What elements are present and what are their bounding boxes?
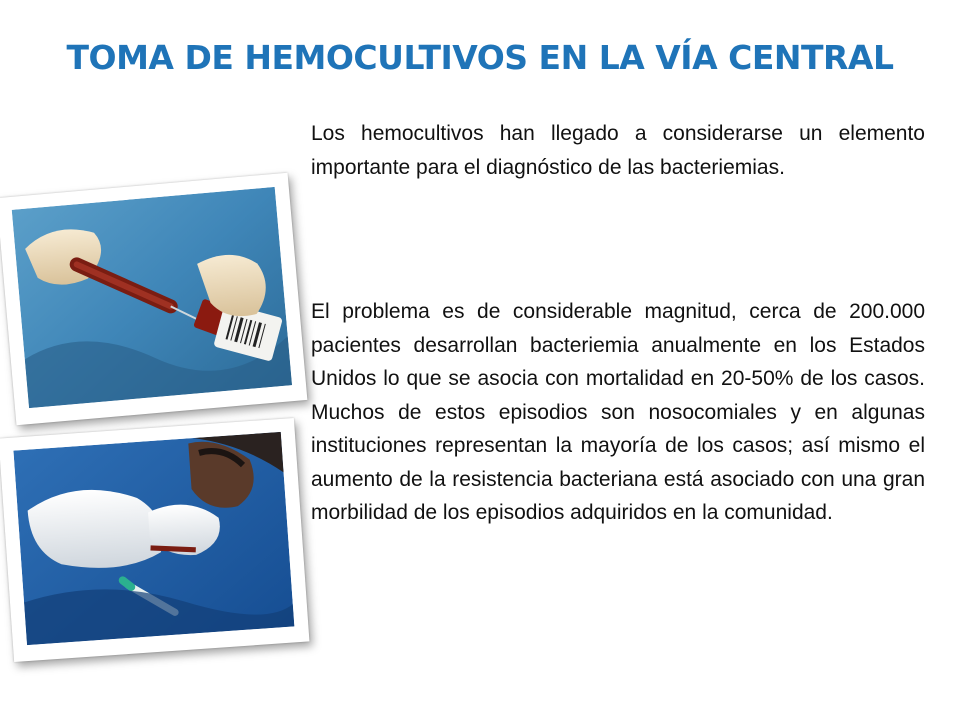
central-line-sampling-photo xyxy=(0,418,309,662)
syringe-illustration xyxy=(12,187,292,408)
blood-culture-syringe-photo xyxy=(0,173,307,426)
problem-paragraph: El problema es de considerable magnitud, cerca de 200.000 pacientes desarrollan bacteriemia anualmente en los Estados Unidos lo que se asocia con mortalidad en 20-50% de los casos. Muchos de estos episodios son nosocomiales y en algunas instituciones representan la mayoría de los casos; así mismo el aumento de la resistencia bacteriana está asociado con una gran morbilidad de los episodios adquiridos en la comunidad. xyxy=(311,300,925,524)
intro-paragraph: Los hemocultivos han llegado a considerarse un elemento importante para el diagnóstico de las bacteriemias. xyxy=(311,122,925,179)
slide-title: TOMA DE HEMOCULTIVOS EN LA VÍA CENTRAL xyxy=(66,38,894,77)
central-line-illustration xyxy=(13,432,294,645)
